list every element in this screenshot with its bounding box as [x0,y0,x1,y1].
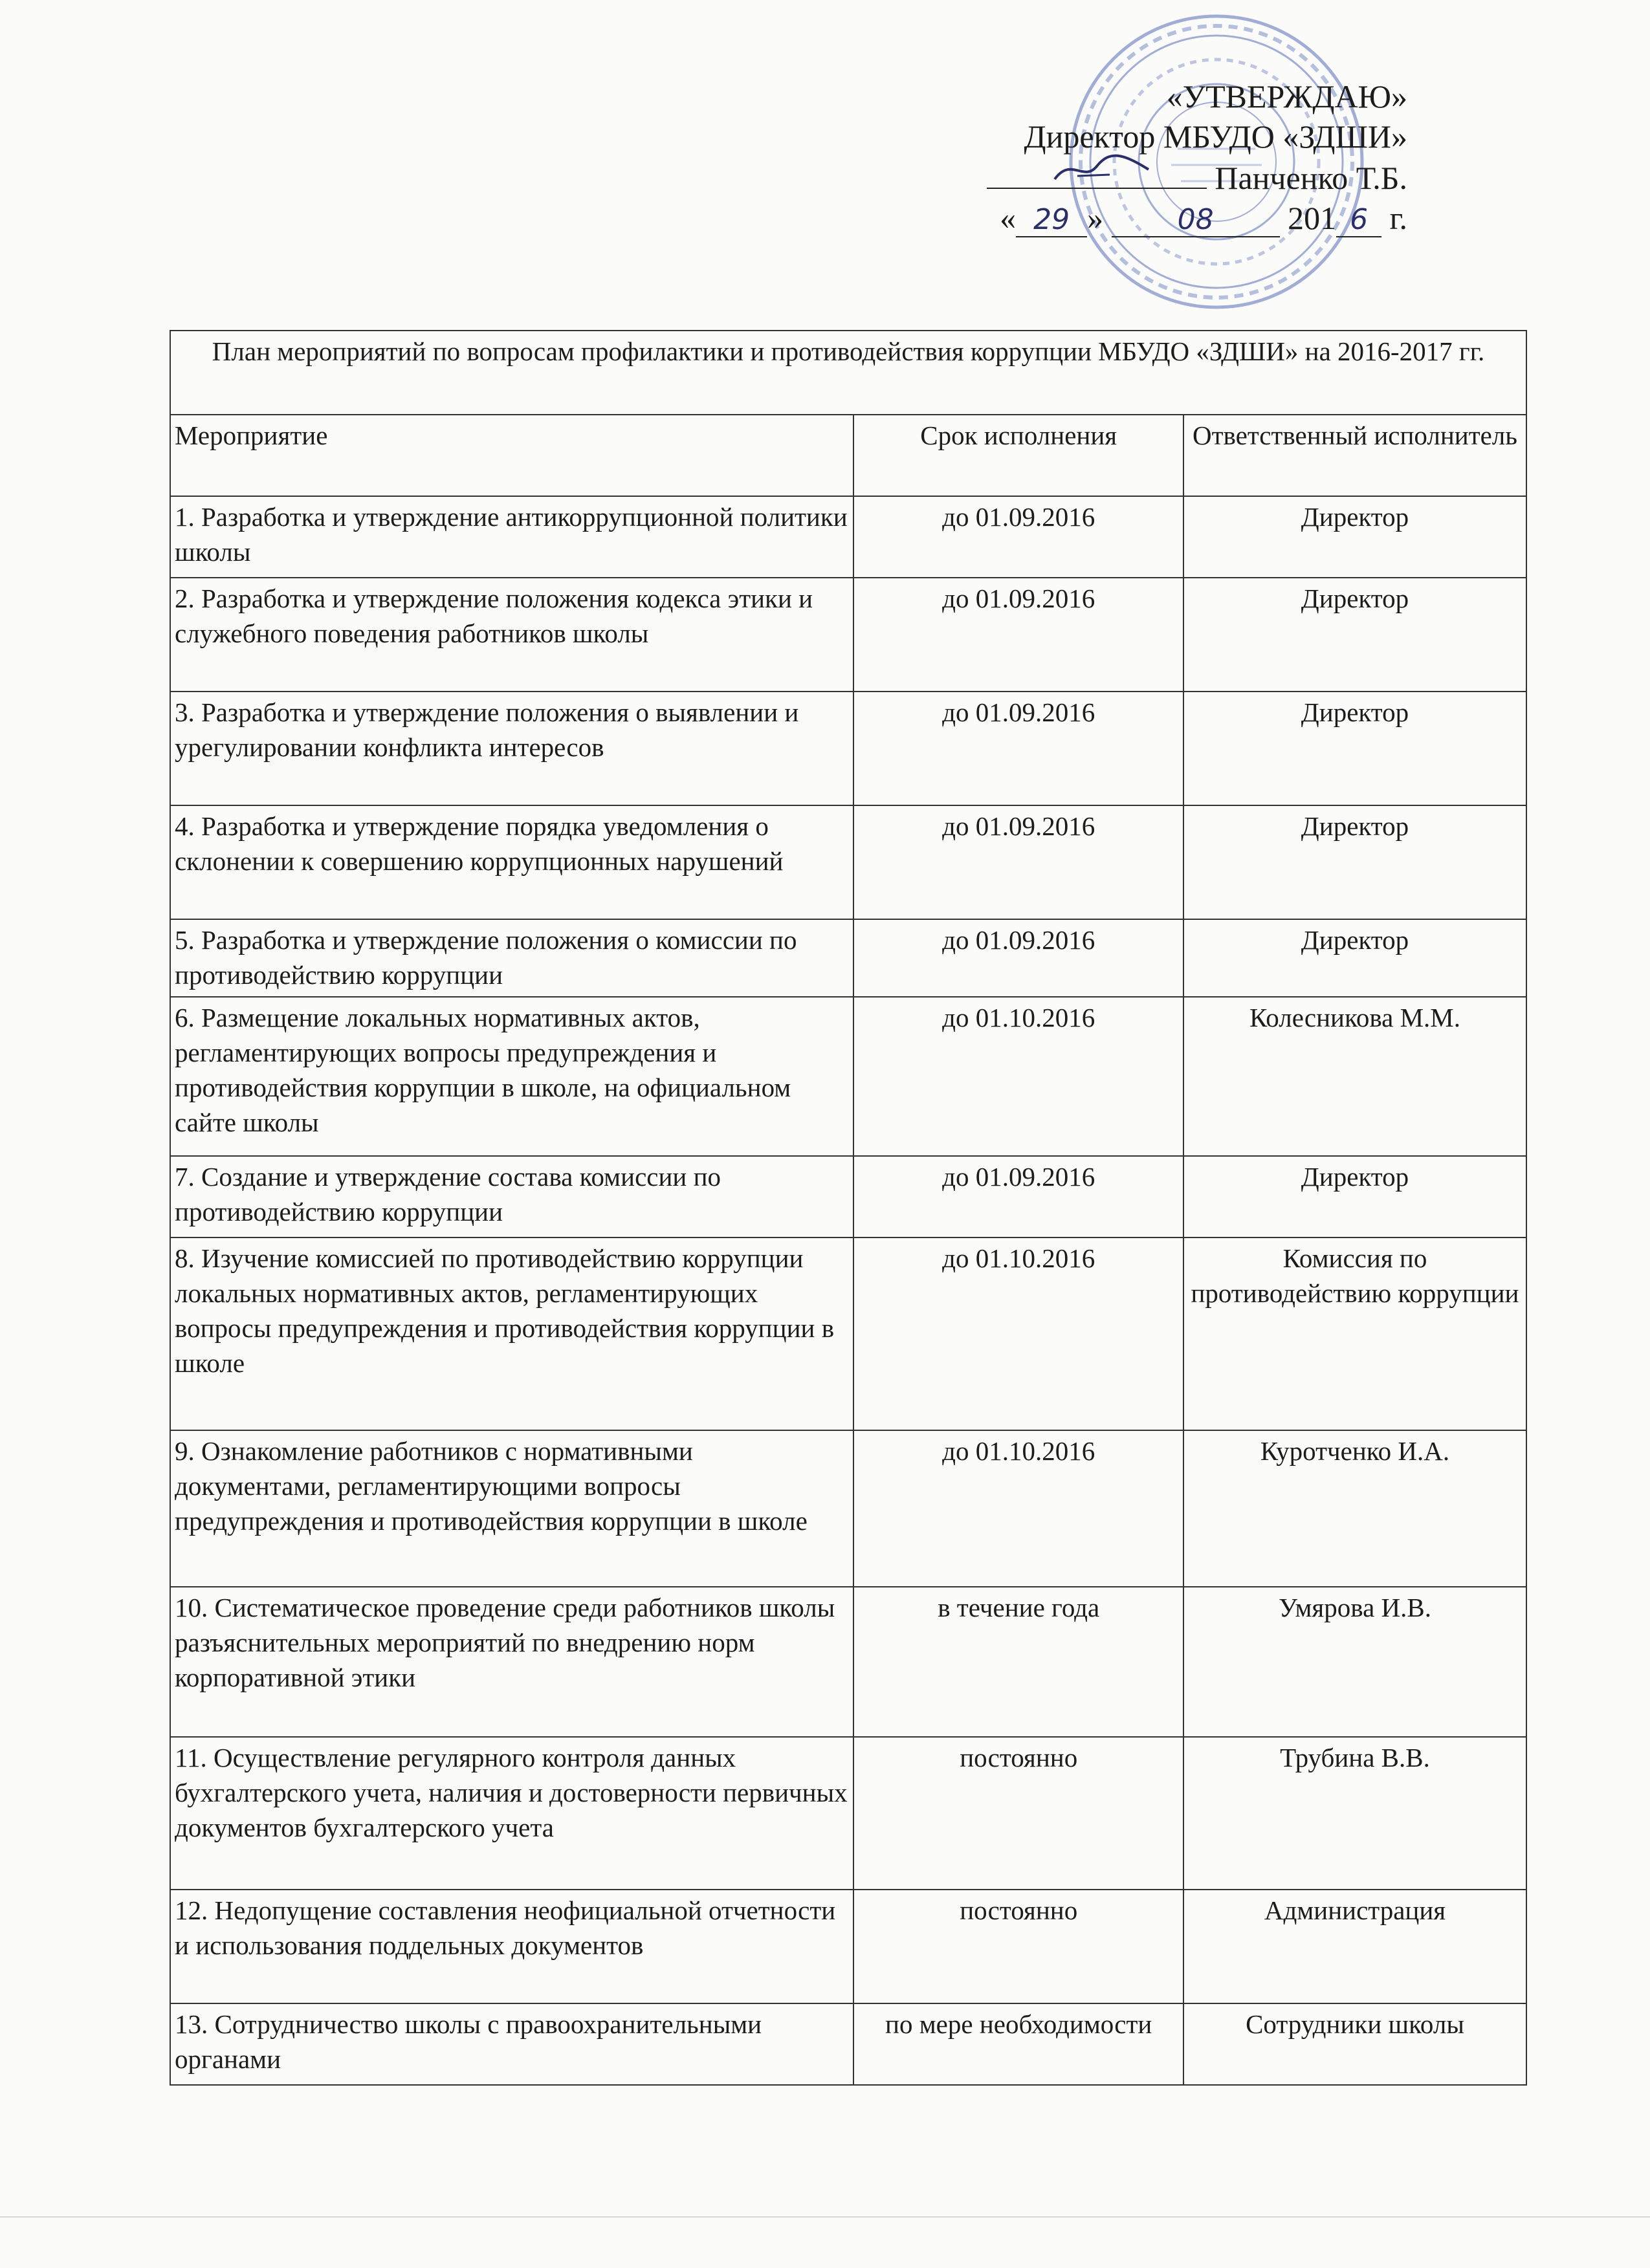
row-responsible: Умярова И.В. [1183,1587,1526,1737]
approval-position: Директор МБУДО «ЗДШИ» [1024,118,1407,155]
signature-blank [987,157,1207,189]
header-deadline: Срок исполнения [853,415,1183,496]
date-month: 08 [1112,205,1280,237]
header-event: Мероприятие [170,415,853,496]
date-year-prefix: 201 [1288,200,1337,236]
date-year-unit: г. [1389,200,1407,236]
table-row [170,1430,1526,1587]
plan-table [170,330,1527,2086]
approval-name: Панченко Т.Б. [1215,160,1407,196]
row-responsible: Директор [1183,805,1526,919]
row-deadline: до 01.09.2016 [853,919,1183,997]
row-deadline: до 01.09.2016 [853,578,1183,692]
table-row [170,919,1526,997]
quote-open: « [1000,200,1017,236]
table-header-row [170,415,1526,496]
row-deadline: до 01.10.2016 [853,1238,1183,1430]
table-row [170,1737,1526,1890]
row-event: 9. Ознакомление работников с нормативными документами, регламентирующими вопросы предупреждения и противодействия коррупции в школе [170,1430,853,1587]
row-deadline: постоянно [853,1890,1183,2003]
table-body [170,496,1526,2085]
row-event: 12. Недопущение составления неофициальной отчетности и использования поддельных документов [170,1890,853,2003]
row-responsible: Трубина В.В. [1183,1737,1526,1890]
row-deadline: в течение года [853,1587,1183,1737]
approval-heading: «УТВЕРЖДАЮ» [1166,78,1407,114]
table-row [170,2003,1526,2085]
row-responsible: Комиссия по противодействию коррупции [1183,1238,1526,1430]
handwritten-signature-icon [1051,150,1155,189]
table-row [170,578,1526,692]
row-event: 6. Размещение локальных нормативных актов, регламентирующих вопросы предупреждения и противодействия коррупции в школе, на официальном сайте школы [170,997,853,1156]
row-deadline: до 01.09.2016 [853,692,1183,805]
row-event: 10. Систематическое проведение среди работников школы разъяснительных мероприятий по внедрению норм корпоративной этики [170,1587,853,1737]
page-bottom-edge [0,2216,1650,2218]
table-title-row [170,331,1526,415]
row-deadline: до 01.09.2016 [853,805,1183,919]
row-deadline: постоянно [853,1737,1183,1890]
table-title: План мероприятий по вопросам профилактики и противодействия коррупции МБУДО «ЗДШИ» на 2016-2017 гг. [170,331,1526,415]
row-responsible: Директор [1183,1156,1526,1238]
row-event: 2. Разработка и утверждение положения кодекса этики и служебного поведения работников школы [170,578,853,692]
date-day: 29 [1016,205,1087,237]
table-row [170,496,1526,578]
row-responsible: Директор [1183,692,1526,805]
table-row [170,692,1526,805]
table-row [170,805,1526,919]
row-deadline: до 01.10.2016 [853,997,1183,1156]
row-event: 1. Разработка и утверждение антикоррупционной политики школы [170,496,853,578]
row-responsible: Колесникова М.М. [1183,997,1526,1156]
row-responsible: Директор [1183,496,1526,578]
row-event: 8. Изучение комиссией по противодействию коррупции локальных нормативных актов, регламентирующих вопросы предупреждения и противодействия коррупции в школе [170,1238,853,1430]
row-deadline: до 01.10.2016 [853,1430,1183,1587]
table-row [170,1238,1526,1430]
row-responsible: Директор [1183,578,1526,692]
row-deadline: до 01.09.2016 [853,1156,1183,1238]
table-row [170,1156,1526,1238]
row-event: 5. Разработка и утверждение положения о комиссии по противодействию коррупции [170,919,853,997]
date-year-suffix: 6 [1336,205,1381,237]
row-event: 13. Сотрудничество школы с правоохранительными органами [170,2003,853,2085]
approval-date-line [825,198,1407,238]
row-responsible: Директор [1183,919,1526,997]
table-row [170,1587,1526,1737]
header-responsible: Ответственный исполнитель [1183,415,1526,496]
row-responsible: Сотрудники школы [1183,2003,1526,2085]
row-deadline: по мере необходимости [853,2003,1183,2085]
row-event: 11. Осуществление регулярного контроля данных бухгалтерского учета, наличия и достоверности первичных документов бухгалтерского учета [170,1737,853,1890]
approval-signature-line [825,157,1407,198]
row-deadline: до 01.09.2016 [853,496,1183,578]
quote-close: » [1087,200,1104,236]
table-row [170,997,1526,1156]
table-row [170,1890,1526,2003]
row-responsible: Куротченко И.А. [1183,1430,1526,1587]
row-event: 7. Создание и утверждение состава комиссии по противодействию коррупции [170,1156,853,1238]
row-event: 4. Разработка и утверждение порядка уведомления о склонении к совершению коррупционных нарушений [170,805,853,919]
row-event: 3. Разработка и утверждение положения о выявлении и урегулировании конфликта интересов [170,692,853,805]
approval-block [825,76,1407,238]
row-responsible: Администрация [1183,1890,1526,2003]
